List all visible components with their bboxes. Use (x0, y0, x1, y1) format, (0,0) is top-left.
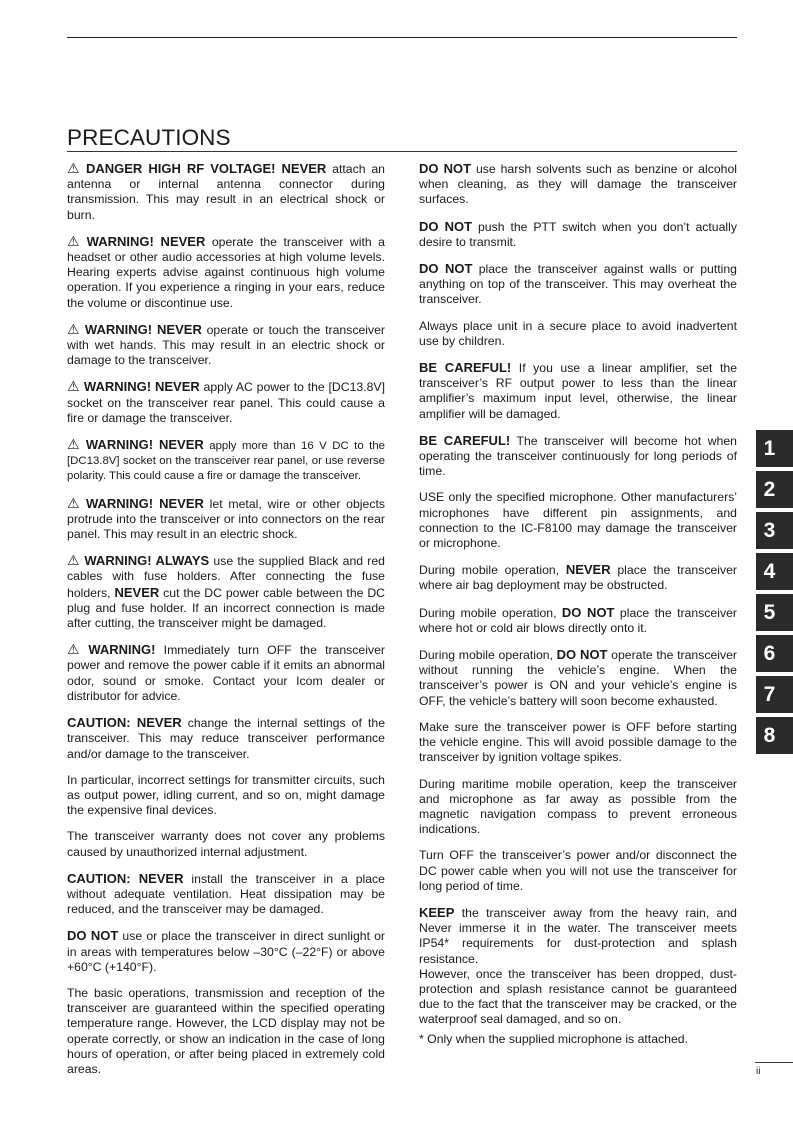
footer-rule (755, 1062, 793, 1063)
warning-heading: WARNING! NEVER (85, 495, 204, 511)
do-not-heading: DO NOT (419, 261, 473, 277)
precaution-item (67, 379, 385, 426)
precaution-text: operate or touch the transceiver with wet hands. This may result in an electric shock or damage to the transceiver. (67, 322, 385, 368)
precaution-item (67, 553, 385, 631)
section-tab-1[interactable]: 1 (756, 430, 793, 467)
precaution-text: install the transceiver in a place without adequate ventilation. Heat dissipation may be reduced, and the transceiver may be damaged. (67, 871, 385, 917)
precaution-item (419, 433, 737, 480)
precaution-text: In particular, incorrect settings for transmitter circuits, such as output power, idling current, and so on, might damage the expensive final devices. (67, 772, 385, 818)
precaution-item (67, 496, 385, 543)
precaution-item (419, 605, 737, 636)
keep-heading: KEEP (419, 904, 455, 920)
section-tabs (756, 430, 793, 758)
precaution-item (67, 161, 385, 223)
precaution-text: apply more than 16 V DC to the [DC13.8V] socket on the transceiver rear panel, or use reverse polarity. This could cause a fire or damage the transceiver. (67, 440, 385, 483)
precaution-text: The basic operations, transmission and reception of the transceiver are guaranteed within the specified operating temperature range. However, the LCD display may not be operate correctly, or show an indication in the case of long hours of operation, or after being placed in extremely cold areas. (67, 985, 385, 1076)
precaution-text: The transceiver will become hot when operating the transceiver continuously for long periods of time. (419, 433, 737, 479)
warning-heading: WARNING! ALWAYS (84, 553, 210, 569)
precaution-item (67, 773, 385, 819)
precaution-text: place the transceiver where hot or cold air blows directly onto it. (419, 605, 737, 635)
warning-heading: WARNING! NEVER (83, 379, 200, 395)
precaution-text: USE only the specified microphone. Other manufacturers’ microphones have different pin assignments, and connection to the IC-F8100 may damage the transceiver or microphone. (419, 490, 737, 551)
warning-triangle-icon: ⚠ (67, 320, 81, 337)
be-careful-heading: BE CAREFUL! (419, 432, 511, 448)
emphasis-do-not: DO NOT (556, 647, 608, 663)
precaution-item (419, 261, 737, 308)
precaution-item (419, 161, 737, 208)
section-tab-2[interactable]: 2 (756, 471, 793, 508)
section-tab-7[interactable]: 7 (756, 676, 793, 713)
top-rule (67, 37, 737, 38)
left-column (67, 161, 385, 1077)
warning-heading: WARNING! NEVER (85, 437, 204, 453)
emphasis-never: NEVER (114, 584, 160, 600)
warning-triangle-icon: ⚠ (67, 641, 85, 658)
precaution-text: the transceiver away from the heavy rain, and Never immerse it in the water. The transceiver meets IP54* requirements for dust-protection and splash resistance. (419, 905, 737, 966)
precaution-text: change the internal settings of the transceiver. This may reduce transceiver performance and/or damage to the transceiver. (67, 716, 386, 761)
do-not-heading: DO NOT (419, 161, 472, 176)
precaution-text: use harsh solvents such as benzine or alcohol when cleaning, as they will damage the transceiver surfaces. (419, 162, 737, 207)
warning-heading: WARNING! NEVER (86, 233, 206, 249)
warning-triangle-icon: ⚠ (67, 378, 80, 395)
precaution-text: During mobile operation, (419, 563, 566, 578)
precaution-item (67, 986, 385, 1077)
precaution-item (67, 322, 385, 369)
warning-triangle-icon: ⚠ (67, 232, 83, 249)
precaution-text: During mobile operation, (419, 605, 562, 620)
precaution-item (67, 928, 385, 975)
do-not-heading: DO NOT (67, 928, 119, 944)
danger-heading: DANGER HIGH RF VOLTAGE! NEVER (85, 161, 327, 176)
precaution-text: During maritime mobile operation, keep the transceiver and microphone as far away as possible from the magnetic navigation compass to prevent erroneous indications. (419, 776, 737, 837)
precaution-text: use the supplied Black and red cables with fuse holders. After connecting the fuse holders, (67, 554, 385, 600)
do-not-heading: DO NOT (419, 218, 473, 234)
emphasis-do-not: DO NOT (561, 604, 615, 620)
precaution-item (419, 647, 737, 709)
precaution-text: Always place unit in a secure place to avoid inadvertent use by children. (419, 318, 737, 348)
footnote (419, 1032, 737, 1047)
precaution-text: cut the DC power cable between the DC plug and fuse holder. If an incorrect connection is made after cutting, the transceiver might be damaged. (67, 585, 386, 631)
precaution-text: use or place the transceiver in direct sunlight or in areas with temperatures below –30°C (–22°F) or above +60°C (+140°F). (67, 929, 385, 974)
precaution-text: operate the transceiver with a headset or other audio accessories at high volume levels. Hearing experts advise against continuous high volume operation. If you experience a ringing in your ears, reduce the volume or discontinue use. (67, 234, 385, 310)
warning-triangle-icon: ⚠ (67, 494, 82, 511)
be-careful-heading: BE CAREFUL! (419, 360, 512, 376)
right-column (419, 161, 737, 1047)
precaution-text: let metal, wire or other objects protrude into the transceiver or into connectors on the rear panel. This may result in an electric shock. (67, 496, 385, 542)
precaution-item (419, 219, 737, 250)
footnote-text: * Only when the supplied microphone is attached. (419, 1031, 688, 1046)
precaution-item (419, 319, 737, 349)
precaution-text: apply AC power to the [DC13.8V] socket on the transceiver rear panel. This could cause a fire or damage the transceiver. (67, 380, 385, 425)
section-tab-8[interactable]: 8 (756, 717, 793, 754)
section-tab-5[interactable]: 5 (756, 594, 793, 631)
section-tab-4[interactable]: 4 (756, 553, 793, 590)
precaution-item (67, 234, 385, 311)
page-number: ii (756, 1066, 761, 1077)
precaution-item (419, 360, 737, 422)
precaution-text: place the transceiver where air bag deployment may be obstructed. (419, 563, 738, 593)
precaution-item (419, 490, 737, 551)
precaution-text: However, once the transceiver has been dropped, dust-protection and splash resistance cannot be guaranteed due to the fact that the transceiver may be cracked, or the waterproof seal damaged, and so on. (419, 966, 737, 1027)
precaution-item (419, 562, 737, 593)
precaution-item (419, 777, 737, 838)
precaution-item (67, 437, 385, 485)
warning-triangle-icon: ⚠ (67, 436, 82, 453)
precaution-text: Immediately turn OFF the transceiver power and remove the power cable if it emits an abnormal odor, sound or smoke. Contact your Icom dealer or distributor for advice. (67, 643, 385, 703)
precaution-text: operate the transceiver without running the vehicle’s engine. When the transceiver’s power is ON and your vehicle’s engine is OFF, the vehicle’s battery will soon become exhausted. (419, 648, 737, 708)
precaution-text: If you use a linear amplifier, set the transceiver’s RF output power to less than the linear amplifier’s maximum input level, otherwise, the linear amplifier will be damaged. (419, 361, 738, 421)
precaution-item (67, 829, 385, 859)
precaution-text: The transceiver warranty does not cover any problems caused by unauthorized internal adjustment. (67, 829, 385, 859)
warning-heading: WARNING! NEVER (84, 321, 202, 337)
precaution-item (67, 642, 385, 704)
precaution-item (419, 720, 737, 766)
precaution-text: place the transceiver against walls or putting anything on top of the transceiver. This may overheat the transceiver. (419, 262, 737, 307)
precaution-item (419, 848, 737, 894)
section-tab-3[interactable]: 3 (756, 512, 793, 549)
precaution-text: Make sure the transceiver power is OFF before starting the vehicle engine. This will avoid possible damage to the transceiver by ignition voltage spikes. (419, 719, 737, 765)
precaution-item (419, 967, 737, 1028)
precaution-item (67, 871, 385, 918)
caution-heading: CAUTION: NEVER (67, 715, 182, 731)
emphasis-never: NEVER (565, 562, 611, 578)
page-title: PRECAUTIONS (67, 125, 231, 150)
warning-heading: WARNING! (88, 642, 156, 658)
precaution-item (419, 905, 737, 967)
section-tab-6[interactable]: 6 (756, 635, 793, 672)
precaution-text: push the PTT switch when you don’t actually desire to transmit. (419, 219, 737, 249)
precaution-text: During mobile operation, (419, 648, 557, 663)
precaution-text: attach an antenna or internal antenna connector during transmission. This may result in an electrical shock or burn. (67, 162, 385, 222)
warning-triangle-icon: ⚠ (67, 160, 82, 176)
warning-triangle-icon: ⚠ (67, 552, 81, 569)
title-rule (67, 151, 737, 152)
caution-heading: CAUTION: NEVER (67, 870, 184, 886)
precaution-text: Turn OFF the transceiver’s power and/or disconnect the DC power cable when you will not use the transceiver for long period of time. (419, 848, 737, 893)
precaution-item (67, 715, 385, 762)
